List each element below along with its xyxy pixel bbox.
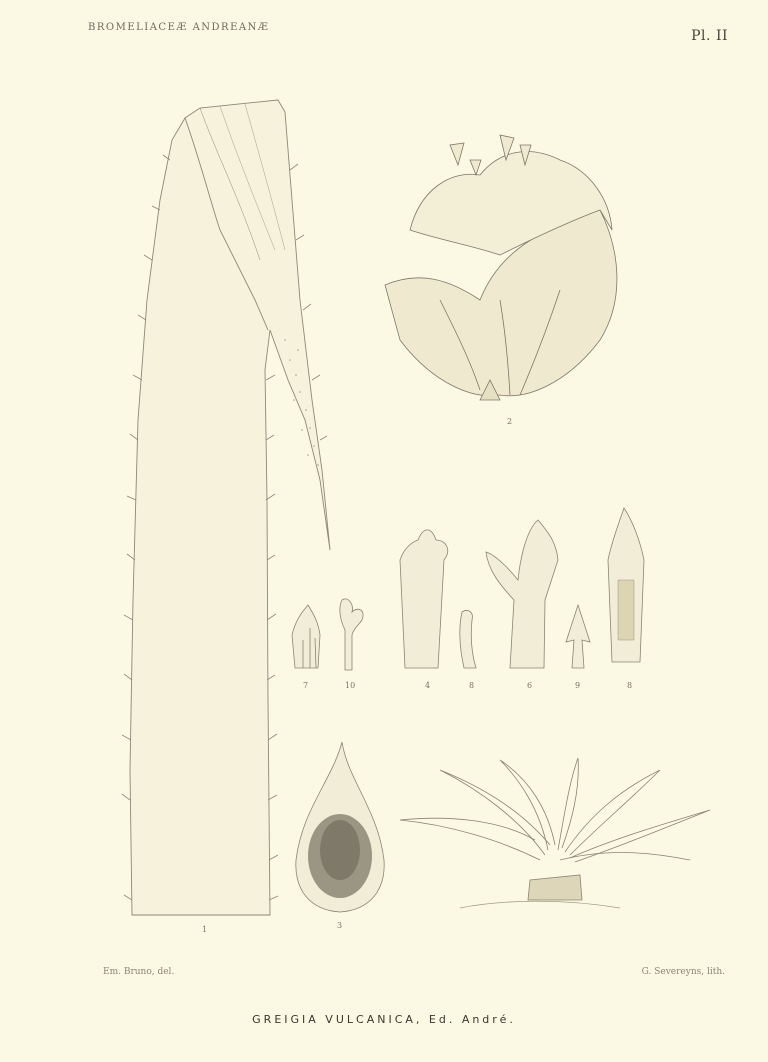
figure-10-drawing (340, 599, 363, 670)
figure-2-number: 2 (507, 417, 513, 426)
figure-2-inflorescence (385, 135, 617, 400)
figure-1-number: 1 (202, 925, 208, 934)
figure-4-drawing (400, 530, 448, 668)
figure-8-drawing (460, 610, 476, 668)
figure-6-number: 6 (527, 681, 533, 690)
lithographer-credit: G. Severeyns, lith. (641, 967, 725, 977)
figure-5-plant-habit (400, 758, 710, 908)
plate-number: Pl. II (691, 28, 728, 44)
plate-title: GREIGIA VULCANICA, Ed. André. (252, 1013, 516, 1026)
floral-dissections (292, 508, 644, 670)
figure-6-drawing (486, 520, 558, 668)
figure-3-bract (296, 742, 384, 912)
figure-7-number: 7 (303, 681, 309, 690)
figure-3-number: 3 (337, 921, 343, 930)
figure-8b-number: 8 (627, 681, 633, 690)
figure-1-leaf-blade (122, 100, 330, 915)
figure-8-number: 8 (469, 681, 475, 690)
draughtsman-credit: Em. Bruno, del. (103, 967, 175, 977)
figure-4-number: 4 (425, 681, 431, 690)
figure-9-drawing (566, 605, 590, 668)
figure-10-number: 10 (345, 681, 356, 690)
plate-series-header: BROMELIACEÆ ANDREANÆ (88, 22, 270, 33)
figure-9-number: 9 (575, 681, 581, 690)
